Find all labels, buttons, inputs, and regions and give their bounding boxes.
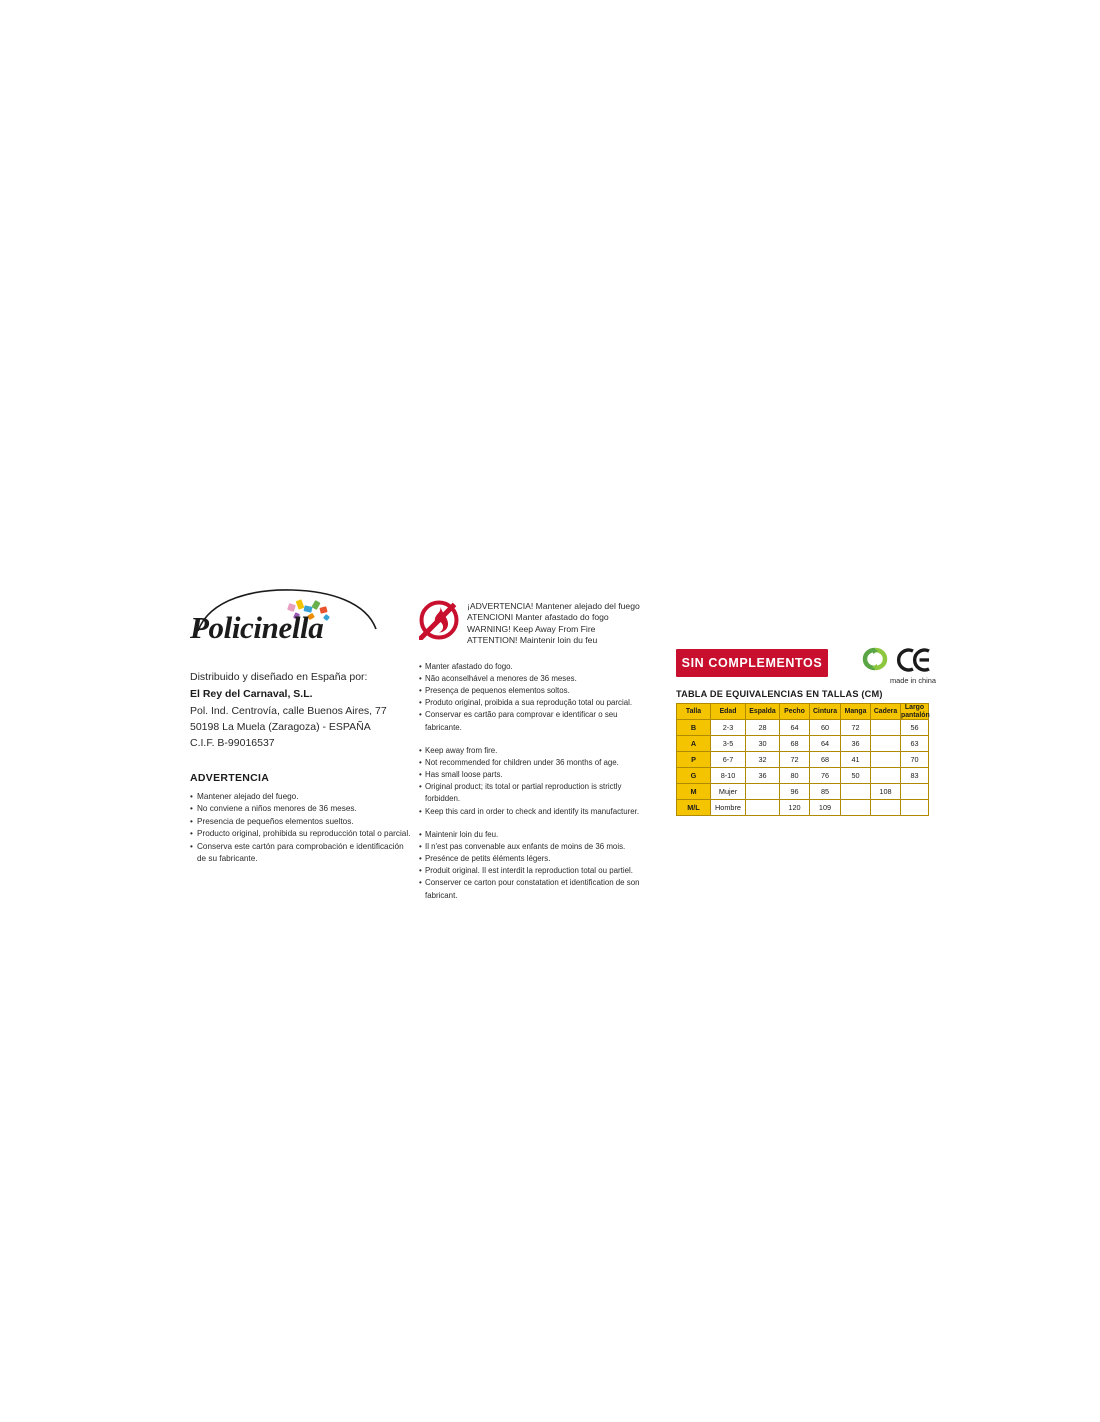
table-row [677,800,929,816]
table-row [677,784,929,800]
warning-block-en [419,745,654,818]
col-header-manga: Manga [841,704,871,720]
table-row [677,752,929,768]
green-dot-recycling-icon [860,646,890,679]
cell-pecho: 120 [780,800,810,816]
list-item: • Keep away from fire. [419,745,654,757]
cell-cintura: 76 [810,768,841,784]
cell-largo-pantalon: 56 [901,720,929,736]
cell-pecho: 80 [780,768,810,784]
made-in-china-label: made in china [889,676,936,685]
brand-and-distributor-column [190,588,430,866]
no-fire-icon [419,600,459,640]
brand-name: Policinella [190,610,324,645]
list-item: • Conserva este cartón para comprobación e identificación [190,841,430,853]
distributor-company: El Rey del Carnaval, S.L. [190,688,313,701]
list-item: • Produit original. Il est interdit la reproduction total ou partiel. [419,865,654,877]
list-item: • Produto original, proibida a sua reprodução total ou parcial. [419,697,654,709]
list-item: • Não aconselhável a menores de 36 meses. [419,673,654,685]
badges-and-size-table-column [676,646,936,816]
cell-cadera: 108 [871,784,901,800]
cell-espalda: 30 [746,736,780,752]
warning-title-es: ADVERTENCIA [190,771,270,784]
cell-largo-pantalon: 83 [901,768,929,784]
list-item: • Conserver ce carton pour constatation et identification de son [419,877,654,889]
warning-block-pt [419,661,654,734]
cell-cintura: 85 [810,784,841,800]
cell-edad: 3-5 [711,736,746,752]
table-header-row [677,704,929,720]
list-item: • Mantener alejado del fuego. [190,791,430,803]
table-row [677,736,929,752]
col-header-cadera: Cadera [871,704,901,720]
cell-largo-pantalon [901,784,929,800]
list-item-continuation: fabricant. [425,890,458,900]
fire-warning-line-fr: ATTENTION! Maintenir loin du feu [467,635,598,646]
cell-edad: Mujer [711,784,746,800]
cell-cadera [871,736,901,752]
list-item-continuation: de su fabricante. [197,854,258,864]
cell-cintura: 60 [810,720,841,736]
cell-manga: 72 [841,720,871,736]
cell-talla: G [677,768,711,784]
distributor-address-line1: Pol. Ind. Centrovía, calle Buenos Aires, 77 [190,705,387,718]
col-header-cintura: Cintura [810,704,841,720]
fire-warning-lines [467,600,640,647]
cell-talla: P [677,752,711,768]
list-item: • Presencia de pequeños elementos sueltos. [190,816,430,828]
cell-manga [841,800,871,816]
cell-edad: 8-10 [711,768,746,784]
cell-manga: 41 [841,752,871,768]
table-row [677,768,929,784]
col-header-espalda: Espalda [746,704,780,720]
list-item: • Conservar es cartão para comprovar e identificar o seu fabricante. [419,709,654,733]
distributor-cif: C.I.F. B-99016537 [190,736,275,749]
cell-pecho: 68 [780,736,810,752]
cell-pecho: 64 [780,720,810,736]
list-item: • Il n'est pas convenable aux enfants de moins de 36 mois. [419,841,654,853]
ce-mark-icon [896,646,934,679]
warning-block-fr [419,829,654,902]
cell-pecho: 96 [780,784,810,800]
cell-cadera [871,720,901,736]
fire-warning-line-es: ¡ADVERTENCIA! Mantener alejado del fuego [467,601,640,611]
cell-talla: A [677,736,711,752]
cell-cintura: 109 [810,800,841,816]
list-item: • Producto original, prohibida su reproducción total o parcial. [190,828,430,840]
col-header-talla: Talla [677,704,711,720]
brand-logo [190,588,390,660]
cell-largo-pantalon: 70 [901,752,929,768]
list-item: • Not recommended for children under 36 months of age. [419,757,654,769]
list-item: • Presénce de petits éléments légers. [419,853,654,865]
list-item: • Maintenir loin du feu. [419,829,654,841]
list-item: • No conviene a niños menores de 36 meses. [190,803,430,815]
warning-list-es [190,791,430,866]
status-badge-no-accessories: SIN COMPLEMENTOS [676,649,828,677]
certification-marks [860,646,936,685]
cell-cintura: 68 [810,752,841,768]
cell-espalda: 36 [746,768,780,784]
cell-cintura: 64 [810,736,841,752]
cell-talla: B [677,720,711,736]
table-row [677,720,929,736]
cell-manga: 36 [841,736,871,752]
cell-espalda [746,800,780,816]
list-item: • Original product; its total or partial reproduction is strictly forbidden. [419,781,654,805]
fire-warning-line-pt: ATENCIONI Manter afastado do fogo [467,612,609,623]
cell-edad: 2-3 [711,720,746,736]
cell-talla: M [677,784,711,800]
size-table-caption: TABLA DE EQUIVALENCIAS EN TALLAS (CM) [676,689,883,699]
col-header-pecho: Pecho [780,704,810,720]
distributor-address-line2: 50198 La Muela (Zaragoza) - ESPAÑA [190,721,371,734]
badge-row [676,646,936,685]
cell-edad: 6-7 [711,752,746,768]
multilingual-warning-column [419,600,654,913]
cell-largo-pantalon: 63 [901,736,929,752]
distributor-intro: Distribuido y diseñado en España por: [190,671,368,683]
cell-edad: Hombre [711,800,746,816]
cell-cadera [871,768,901,784]
cell-cadera [871,800,901,816]
list-item: • Keep this card in order to check and identify its manufacturer. [419,806,654,818]
cell-espalda: 32 [746,752,780,768]
list-item: • Has small loose parts. [419,769,654,781]
col-header-largo-pantalon: Largo pantalón [901,704,930,719]
cell-largo-pantalon [901,800,929,816]
cell-espalda [746,784,780,800]
list-item: • Presença de pequenos elementos soltos. [419,685,654,697]
size-equivalence-table [676,703,929,816]
col-header-edad: Edad [711,704,746,720]
cell-manga: 50 [841,768,871,784]
fire-warning-line-en: WARNING! Keep Away From Fire [467,623,596,634]
list-item: • Manter afastado do fogo. [419,661,654,673]
cell-espalda: 28 [746,720,780,736]
cell-cadera [871,752,901,768]
cell-talla: M/L [677,800,711,816]
cell-manga [841,784,871,800]
fire-warning-header [419,600,654,647]
cell-pecho: 72 [780,752,810,768]
